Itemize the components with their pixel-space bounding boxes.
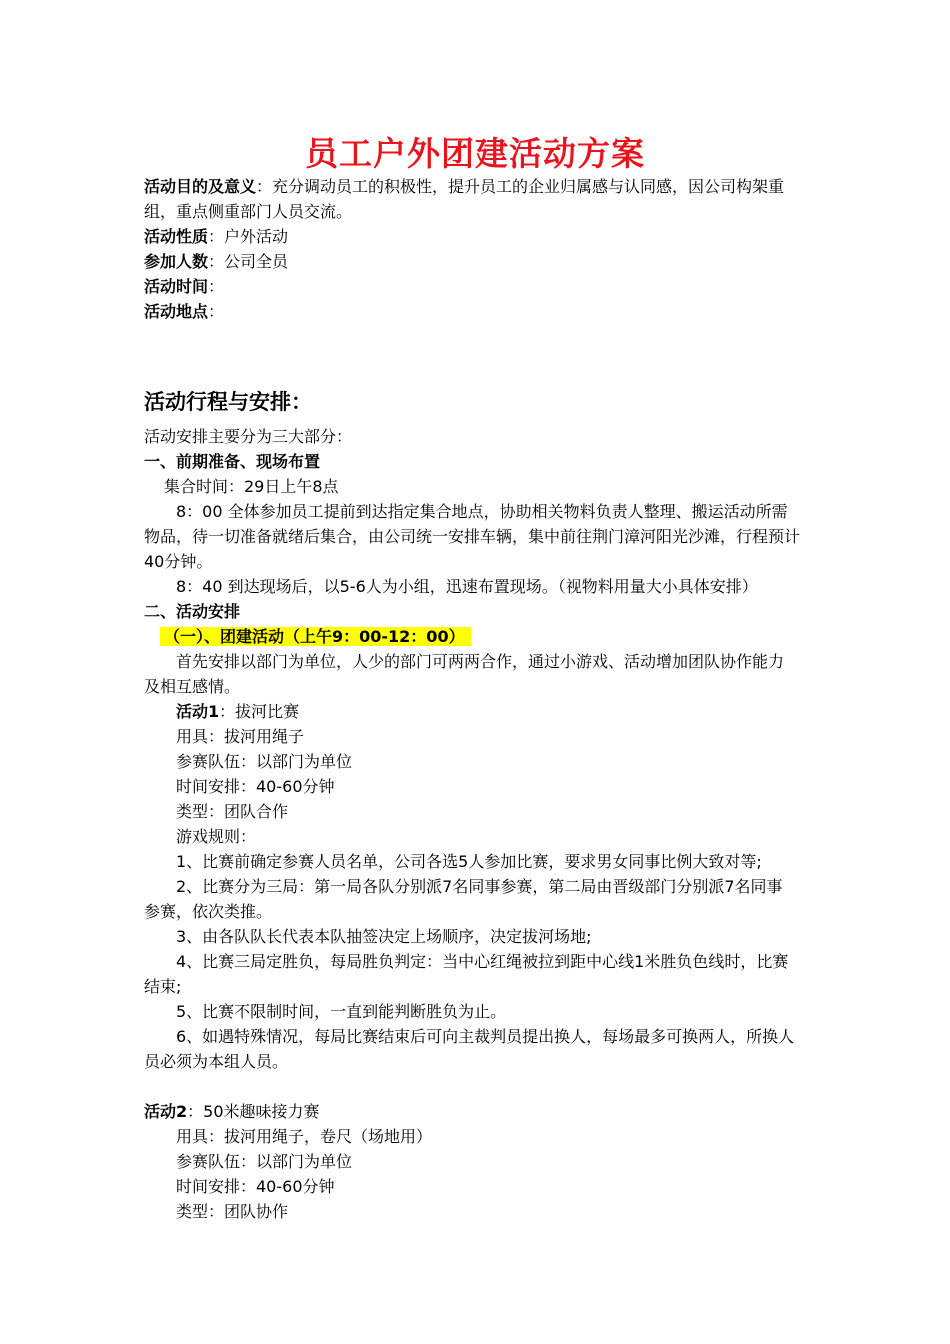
- info-label: 参加人数: [144, 252, 209, 271]
- activity2-title: [144, 1101, 320, 1123]
- part2-heading: 二、活动安排: [144, 602, 241, 621]
- activity2-time: 时间安排：40-60分钟: [176, 1177, 335, 1196]
- activity-name: ：拔河比赛: [219, 702, 300, 721]
- rule-line: 4、比赛三局定胜负，每局胜负判定：当中心红绳被拉到距中心线1米胜负色线时，比赛: [176, 952, 789, 971]
- activity-label: 活动2: [144, 1102, 188, 1121]
- rule-line: 参赛，依次类推。: [144, 902, 273, 921]
- part2-desc-line: 及相互感情。: [144, 677, 241, 696]
- rule-line: 2、比赛分为三局：第一局各队分别派7名同事参赛，第二局由晋级部门分别派7名同事: [176, 877, 783, 896]
- info-label: 活动时间: [144, 277, 209, 296]
- info-purpose-cont: 组，重点侧重部门人员交流。: [144, 202, 353, 221]
- activity2-tools: 用具：拔河用绳子，卷尺（场地用）: [176, 1127, 433, 1146]
- activity-name: ：50米趣味接力赛: [187, 1102, 320, 1121]
- info-value: 户外活动: [224, 227, 289, 246]
- part1-paragraph-2: 8：40 到达现场后，以5-6人为小组，迅速布置现场。（视物料用量大小具体安排）: [176, 577, 758, 596]
- rule-line: 5、比赛不限制时间，一直到能判断胜负为止。: [176, 1002, 507, 1021]
- document-title: 员工户外团建活动方案: [305, 134, 645, 173]
- info-label: 活动性质: [144, 227, 209, 246]
- info-participants: [144, 251, 288, 273]
- part2-desc-line: 首先安排以部门为单位，人少的部门可两两合作，通过小游戏、活动增加团队协作能力: [176, 652, 785, 671]
- info-sep: ：: [208, 277, 225, 296]
- rule-line: 3、由各队队长代表本队抽签决定上场顺序，决定拔河场地;: [176, 927, 592, 946]
- gather-time: 集合时间：29日上午8点: [164, 477, 339, 496]
- intro-text: 活动安排主要分为三大部分：: [144, 427, 353, 446]
- info-value: 公司全员: [224, 252, 289, 271]
- rule-line: 结束;: [144, 977, 182, 996]
- activity1-type: 类型：团队合作: [176, 802, 289, 821]
- sub-heading-highlight: [160, 626, 471, 648]
- rule-line: 员必须为本组人员。: [144, 1052, 289, 1071]
- activity2-team: 参赛队伍：以部门为单位: [176, 1152, 353, 1171]
- rules-title: 游戏规则：: [176, 827, 257, 846]
- part1-paragraph-line: 40分钟。: [144, 552, 213, 571]
- rule-line: 1、比赛前确定参赛人员名单，公司各选5人参加比赛，要求男女同事比例大致对等;: [176, 852, 762, 871]
- part1-heading: 一、前期准备、现场布置: [144, 452, 321, 471]
- activity1-title: [176, 701, 299, 723]
- info-sep: ：: [208, 227, 225, 246]
- activity-label: 活动1: [176, 702, 220, 721]
- info-label: 活动地点: [144, 302, 209, 321]
- info-sep: ：: [208, 302, 225, 321]
- info-sep: ：: [256, 177, 273, 196]
- sub-heading-text: （一）、团建活动（上午9：00-12：00）: [160, 627, 471, 646]
- activity1-tools: 用具：拔河用绳子: [176, 727, 305, 746]
- info-sep: ：: [208, 252, 225, 271]
- info-label: 活动目的及意义: [144, 177, 257, 196]
- activity1-team: 参赛队伍：以部门为单位: [176, 752, 353, 771]
- rule-line: 6、如遇特殊情况，每局比赛结束后可向主裁判员提出换人，每场最多可换两人，所换人: [176, 1027, 795, 1046]
- activity1-time: 时间安排：40-60分钟: [176, 777, 335, 796]
- part1-paragraph-line: 8：00 全体参加员工提前到达指定集合地点，协助相关物料负责人整理、搬运活动所需: [176, 502, 788, 521]
- info-nature: [144, 226, 288, 248]
- info-time: [144, 276, 224, 298]
- activity2-type: 类型：团队协作: [176, 1202, 289, 1221]
- section-title: 活动行程与安排：: [144, 390, 312, 414]
- info-purpose: [144, 176, 784, 198]
- part1-paragraph-line: 物品，待一切准备就绪后集合，由公司统一安排车辆，集中前往荆门漳河阳光沙滩，行程预计: [144, 527, 801, 546]
- info-location: [144, 301, 224, 323]
- info-value: 充分调动员工的积极性，提升员工的企业归属感与认同感，因公司构架重: [272, 177, 785, 196]
